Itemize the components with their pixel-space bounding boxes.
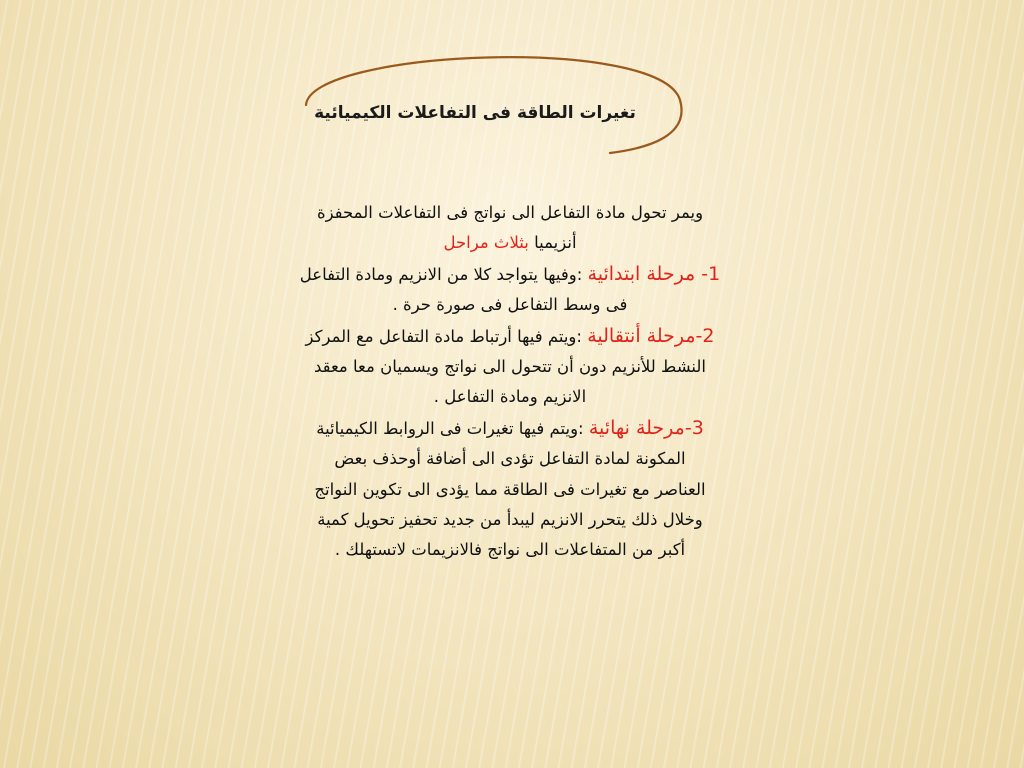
stage-1-line-1 [250, 259, 770, 290]
stage-3-label: 3-مرحلة نهائية [588, 416, 704, 439]
stage-3-line-1 [250, 413, 770, 444]
intro-line-1: ويمر تحول مادة التفاعل الى نواتج فى التفاعلات المحفزة [316, 203, 704, 222]
stage-2-text-1: :ويتم فيها أرتباط مادة التفاعل مع المركز [305, 326, 582, 346]
intro-line-2-text: أنزيميا [534, 233, 577, 253]
stage-2-line-2: النشط للأنزيم دون أن تتحول الى نواتج ويسميان معا معقد [313, 357, 707, 377]
stage-1-text-1: :وفيها يتواجد كلا من الانزيم ومادة التفاعل [299, 264, 583, 284]
stage-3-line-4: وخلال ذلك يتحرر الانزيم ليبدأ من جديد تحفيز تحويل كمية [317, 510, 703, 530]
slide-body [250, 198, 770, 566]
stage-1-label: 1- مرحلة ابتدائية [587, 262, 721, 285]
stage-2-label: 2-مرحلة أنتقالية [587, 324, 715, 347]
intro-line-2 [250, 228, 770, 258]
stage-2-line-1 [250, 321, 770, 352]
stage-3-line-3: العناصر مع تغيرات فى الطاقة مما يؤدى الى تكوين النواتج [314, 479, 706, 499]
stage-3-line-5: أكبر من المتفاعلات الى نواتج فالانزيمات لاتستهلك . [334, 540, 686, 560]
stage-1-line-2: فى وسط التفاعل فى صورة حرة . [392, 295, 628, 315]
stage-3-line-2: المكونة لمادة التفاعل تؤدى الى أضافة أوحذف بعض [334, 449, 686, 469]
stage-3-text-1: :ويتم فيها تغيرات فى الروابط الكيميائية [316, 418, 584, 438]
stage-2-line-3: الانزيم ومادة التفاعل . [433, 387, 587, 407]
three-stages-highlight: بثلاث مراحل [443, 233, 529, 253]
slide-title: تغيرات الطاقة فى التفاعلات الكيميائية [314, 103, 636, 123]
